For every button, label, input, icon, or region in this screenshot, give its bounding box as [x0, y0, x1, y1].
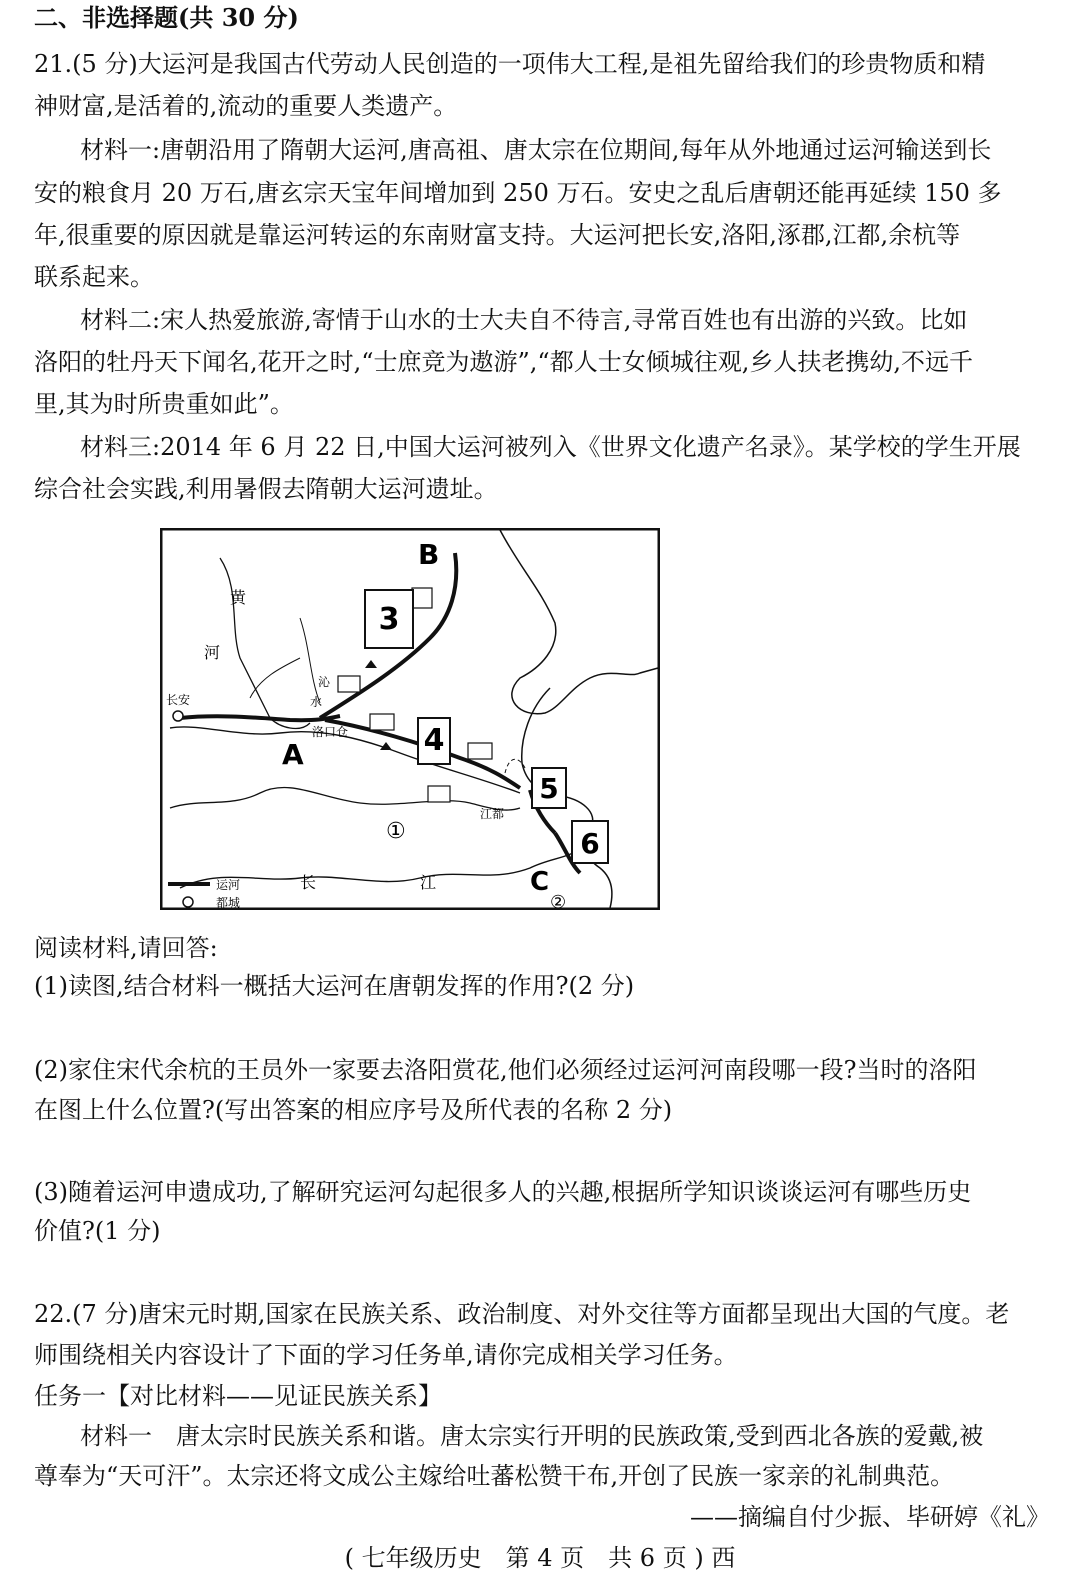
q21-material1-line-3: 年,很重要的原因就是靠运河转运的东南财富支持。大运河把长安,洛阳,涿郡,江都,余杭等 [34, 221, 961, 249]
q21-sub2-line-1: (2)家住宋代余杭的王员外一家要去洛阳赏花,他们必须经过运河河南段哪一段?当时的洛阳 [34, 1056, 977, 1084]
label-circle-1: ① [386, 819, 406, 844]
label-he: 河 [204, 643, 221, 662]
q21-material3-line-2: 综合社会实践,利用暑假去隋朝大运河遗址。 [34, 475, 498, 503]
q21-stem-line-2: 神财富,是活着的,流动的重要人类遗产。 [34, 92, 458, 120]
label-qin: 沁 [318, 675, 331, 689]
q21-sub3-line-1: (3)随着运河申遗成功,了解研究运河勾起很多人的兴趣,根据所学知识谈谈运河有哪些历史 [34, 1178, 972, 1206]
read-prompt: 阅读材料,请回答: [34, 934, 218, 962]
box-4-label: 4 [423, 723, 445, 758]
box-5-label: 5 [539, 772, 559, 805]
label-shui: 水 [310, 695, 323, 709]
section-title: 二、非选择题(共 30 分) [34, 3, 299, 32]
label-B: B [418, 538, 440, 571]
q21-material2-line-2: 洛阳的牡丹天下闻名,花开之时,“士庶竞为遨游”,“都人士女倾城往观,乡人扶老携幼,不远千 [34, 348, 973, 376]
legend-capital-label: 都城 [216, 896, 241, 910]
box-3-label: 3 [378, 602, 400, 637]
q21-stem-line-1: 21.(5 分)大运河是我国古代劳动人民创造的一项伟大工程,是祖先留给我们的珍贵物质和精 [34, 50, 986, 78]
grand-canal-map [160, 528, 660, 910]
label-chang: 长 [300, 873, 317, 892]
legend-capital-symbol [183, 897, 193, 907]
box-6-label: 6 [580, 827, 600, 860]
q21-material1-line-4: 联系起来。 [34, 263, 154, 291]
label-luokou: 洛口仓 [312, 725, 349, 739]
legend-canal-label: 运河 [216, 878, 241, 892]
label-huang: 黄 [230, 588, 247, 607]
q22-material1-line-1: 材料一 唐太宗时民族关系和谐。唐太宗实行开明的民族政策,受到西北各族的爱戴,被 [80, 1422, 984, 1450]
label-A: A [282, 738, 304, 771]
q21-material2-line-3: 里,其为时所贵重如此”。 [34, 390, 294, 418]
label-jiangdu: 江都 [480, 807, 505, 821]
q21-sub1: (1)读图,结合材料一概括大运河在唐朝发挥的作用?(2 分) [34, 972, 635, 1000]
q21-material2-line-1: 材料二:宋人热爱旅游,寄情于山水的士大夫自不待言,寻常百姓也有出游的兴致。比如 [80, 306, 968, 334]
label-circle-2: ② [550, 892, 567, 910]
label-C: C [530, 867, 550, 897]
changan-marker [173, 711, 183, 721]
label-changan: 长安 [166, 693, 191, 707]
q21-sub3-line-2: 价值?(1 分) [34, 1217, 161, 1245]
q22-stem-line-1: 22.(7 分)唐宋元时期,国家在民族关系、政治制度、对外交往等方面都呈现出大国的气度。老 [34, 1300, 1010, 1328]
q22-stem-line-2: 师围绕相关内容设计了下面的学习任务单,请你完成相关学习任务。 [34, 1341, 738, 1369]
label-jiang: 江 [420, 873, 437, 892]
q22-material1-line-2: 尊奉为“天可汗”。太宗还将文成公主嫁给吐蕃松赞干布,开创了民族一家亲的礼制典范。 [34, 1462, 955, 1490]
q21-sub2-line-2: 在图上什么位置?(写出答案的相应序号及所代表的名称 2 分) [34, 1096, 673, 1124]
q22-source: ——摘编自付少振、毕研婷《礼》 [690, 1503, 1050, 1531]
page-footer: ( 七年级历史 第 4 页 共 6 页 ) 西 [344, 1544, 736, 1572]
q21-material1-line-1: 材料一:唐朝沿用了隋朝大运河,唐高祖、唐太宗在位期间,每年从外地通过运河输送到长 [80, 136, 992, 164]
q22-task1-title: 任务一【对比材料——见证民族关系】 [34, 1382, 442, 1410]
q21-material3-line-1: 材料三:2014 年 6 月 22 日,中国大运河被列入《世界文化遗产名录》。某学校的学生开展 [80, 433, 1021, 461]
q21-material1-line-2: 安的粮食月 20 万石,唐玄宗天宝年间增加到 250 万石。安史之乱后唐朝还能再延续 150 多 [34, 179, 1002, 207]
